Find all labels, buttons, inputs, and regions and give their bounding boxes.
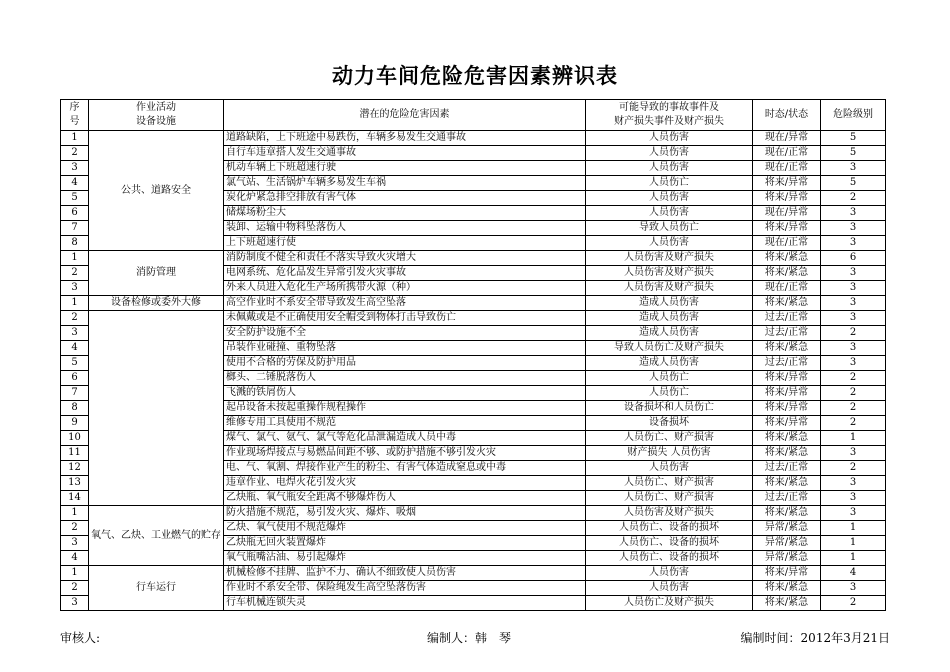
date-label: 编制时间：2012年3月21日 (740, 631, 890, 645)
row-seq: 8 (61, 401, 89, 416)
row-hazard: 维修专用工具使用不规范 (224, 416, 586, 431)
row-level: 1 (821, 521, 886, 536)
row-level: 3 (821, 491, 886, 506)
row-state: 现在/异常 (753, 206, 821, 221)
row-seq: 6 (61, 206, 89, 221)
row-level: 3 (821, 206, 886, 221)
row-consequence: 导致人员伤亡 (586, 221, 753, 236)
row-level: 2 (821, 326, 886, 341)
row-state: 过去/正常 (753, 311, 821, 326)
row-state: 异常/紧急 (753, 536, 821, 551)
hazard-table (60, 99, 886, 611)
header-state: 时态/状态 (753, 100, 821, 131)
row-seq: 4 (61, 341, 89, 356)
row-state: 异常/紧急 (753, 521, 821, 536)
row-consequence: 人员伤害及财产损失 (586, 251, 753, 266)
row-seq: 3 (61, 281, 89, 296)
row-consequence: 人员伤害 (586, 566, 753, 581)
row-seq: 10 (61, 431, 89, 446)
row-hazard: 储煤场粉尘大 (224, 206, 586, 221)
row-level: 3 (821, 476, 886, 491)
row-state: 现在/异常 (753, 131, 821, 146)
row-state: 现在/正常 (753, 161, 821, 176)
row-state: 将来/异常 (753, 191, 821, 206)
row-hazard: 机动车辆上下班超速行驶 (224, 161, 586, 176)
header-level: 危险级别 (821, 100, 886, 131)
row-hazard: 未佩戴或是不正确使用安全帽受到物体打击导致伤亡 (224, 311, 586, 326)
table-row (61, 566, 886, 581)
row-level: 3 (821, 266, 886, 281)
activity-group (89, 311, 224, 506)
row-state: 过去/正常 (753, 326, 821, 341)
table-row (61, 506, 886, 521)
row-seq: 5 (61, 191, 89, 206)
row-consequence: 造成人员伤害 (586, 311, 753, 326)
row-seq: 1 (61, 296, 89, 311)
row-seq: 2 (61, 581, 89, 596)
row-hazard: 道路缺陷，上下班途中易跌伤，车辆多易发生交通事故 (224, 131, 586, 146)
row-hazard: 榔头、二锤脱落伤人 (224, 371, 586, 386)
row-consequence: 人员伤害 (586, 161, 753, 176)
row-seq: 1 (61, 506, 89, 521)
row-level: 3 (821, 446, 886, 461)
row-state: 将来/紧急 (753, 446, 821, 461)
row-state: 将来/紧急 (753, 341, 821, 356)
row-state: 将来/异常 (753, 386, 821, 401)
row-seq: 2 (61, 311, 89, 326)
row-seq: 7 (61, 386, 89, 401)
activity-group: 设备检修或委外大修 (89, 296, 224, 311)
row-hazard: 氧气瓶嘴沾油、易引起爆炸 (224, 551, 586, 566)
activity-group: 公共、道路安全 (89, 131, 224, 251)
row-hazard: 作业时不系安全带、保险绳发生高空坠落伤害 (224, 581, 586, 596)
row-consequence: 人员伤亡 (586, 386, 753, 401)
row-state: 将来/异常 (753, 371, 821, 386)
row-hazard: 外来人员进入危化生产场所携带火源（种） (224, 281, 586, 296)
row-hazard: 乙炔瓶、氧气瓶安全距离不够爆炸伤人 (224, 491, 586, 506)
row-consequence: 人员伤害 (586, 206, 753, 221)
row-level: 3 (821, 236, 886, 251)
row-seq: 13 (61, 476, 89, 491)
row-level: 3 (821, 356, 886, 371)
row-consequence: 财产损失 人员伤害 (586, 446, 753, 461)
row-consequence: 造成人员伤害 (586, 356, 753, 371)
table-row (61, 251, 886, 266)
table-row (61, 311, 886, 326)
row-state: 将来/异常 (753, 221, 821, 236)
header-consequence: 可能导致的事故事件及 财产损失事件及财产损失 (586, 100, 753, 131)
row-level: 1 (821, 536, 886, 551)
row-hazard: 高空作业时不系安全带导致发生高空坠落 (224, 296, 586, 311)
row-consequence: 人员伤亡 (586, 371, 753, 386)
row-state: 将来/异常 (753, 416, 821, 431)
row-consequence: 人员伤害及财产损失 (586, 506, 753, 521)
row-state: 现在/正常 (753, 281, 821, 296)
row-hazard: 上下班超速行使 (224, 236, 586, 251)
row-seq: 3 (61, 326, 89, 341)
row-seq: 1 (61, 566, 89, 581)
row-consequence: 人员伤亡、设备的损坏 (586, 551, 753, 566)
row-consequence: 人员伤亡、设备的损坏 (586, 521, 753, 536)
row-hazard: 机械检修不挂牌、监护不力、确认不细致使人员伤害 (224, 566, 586, 581)
row-seq: 14 (61, 491, 89, 506)
row-consequence: 人员伤亡、财产损害 (586, 476, 753, 491)
row-state: 将来/紧急 (753, 266, 821, 281)
row-consequence: 人员伤亡、设备的损坏 (586, 536, 753, 551)
row-level: 4 (821, 566, 886, 581)
preparer-label: 编制人：韩 琴 (427, 631, 512, 645)
row-consequence: 人员伤害 (586, 581, 753, 596)
row-hazard: 吊装作业碰撞、重物坠落 (224, 341, 586, 356)
row-level: 2 (821, 596, 886, 611)
row-hazard: 电、气、氧割、焊接作业产生的粉尘、有害气体造成窒息或中毒 (224, 461, 586, 476)
row-level: 2 (821, 386, 886, 401)
row-level: 5 (821, 176, 886, 191)
row-hazard: 装卸、运输中物料坠落伤人 (224, 221, 586, 236)
row-hazard: 安全防护设施不全 (224, 326, 586, 341)
row-hazard: 乙炔、氧气使用不规范爆炸 (224, 521, 586, 536)
row-level: 3 (821, 311, 886, 326)
row-consequence: 人员伤亡 (586, 176, 753, 191)
row-consequence: 造成人员伤害 (586, 296, 753, 311)
row-hazard: 氯气站、生活锅炉车辆多易发生车祸 (224, 176, 586, 191)
row-level: 3 (821, 281, 886, 296)
row-consequence: 人员伤亡、财产损害 (586, 431, 753, 446)
row-hazard: 煤气、氯气、氨气、氯气等危化品泄漏造成人员中毒 (224, 431, 586, 446)
row-level: 5 (821, 131, 886, 146)
row-consequence: 造成人员伤害 (586, 326, 753, 341)
row-level: 3 (821, 161, 886, 176)
footer (60, 629, 890, 645)
row-level: 2 (821, 401, 886, 416)
row-state: 将来/紧急 (753, 506, 821, 521)
row-level: 1 (821, 431, 886, 446)
row-state: 现在/正常 (753, 236, 821, 251)
row-level: 6 (821, 251, 886, 266)
row-level: 5 (821, 146, 886, 161)
row-seq: 1 (61, 251, 89, 266)
row-state: 将来/异常 (753, 176, 821, 191)
row-seq: 9 (61, 416, 89, 431)
row-consequence: 人员伤害及财产损失 (586, 281, 753, 296)
header-row (61, 100, 886, 131)
row-seq: 2 (61, 146, 89, 161)
row-consequence: 人员伤害 (586, 191, 753, 206)
row-seq: 12 (61, 461, 89, 476)
table-body (61, 131, 886, 611)
table-row (61, 131, 886, 146)
row-state: 将来/紧急 (753, 581, 821, 596)
row-hazard: 作业现场焊接点与易燃品间距不够、或防护措施不够引发火灾 (224, 446, 586, 461)
row-hazard: 炭化炉紧急排空排放有害气体 (224, 191, 586, 206)
row-hazard: 起吊设备未按起重操作规程操作 (224, 401, 586, 416)
row-consequence: 人员伤害 (586, 131, 753, 146)
row-state: 过去/正常 (753, 491, 821, 506)
row-hazard: 行车机械连锁失灵 (224, 596, 586, 611)
row-state: 过去/正常 (753, 461, 821, 476)
row-level: 1 (821, 551, 886, 566)
row-seq: 1 (61, 131, 89, 146)
row-state: 过去/正常 (753, 356, 821, 371)
row-hazard: 违章作业、电焊火花引发火灾 (224, 476, 586, 491)
row-hazard: 乙炔瓶无回火装置爆炸 (224, 536, 586, 551)
table-row (61, 296, 886, 311)
row-state: 将来/紧急 (753, 596, 821, 611)
header-hazard: 潜在的危险危害因素 (224, 100, 586, 131)
row-level: 3 (821, 506, 886, 521)
row-state: 将来/紧急 (753, 476, 821, 491)
row-state: 将来/紧急 (753, 296, 821, 311)
row-level: 2 (821, 416, 886, 431)
row-seq: 5 (61, 356, 89, 371)
row-seq: 11 (61, 446, 89, 461)
row-level: 2 (821, 191, 886, 206)
row-seq: 4 (61, 176, 89, 191)
row-hazard: 使用不合格的劳保及防护用品 (224, 356, 586, 371)
activity-group: 氧气、乙炔、工业燃气的贮存 (89, 506, 224, 566)
row-seq: 2 (61, 521, 89, 536)
row-consequence: 人员伤害 (586, 236, 753, 251)
row-consequence: 人员伤害及财产损失 (586, 266, 753, 281)
row-level: 3 (821, 581, 886, 596)
row-seq: 3 (61, 161, 89, 176)
row-state: 异常/紧急 (753, 551, 821, 566)
row-seq: 7 (61, 221, 89, 236)
row-consequence: 人员伤亡、财产损害 (586, 491, 753, 506)
row-hazard: 自行车违章搭人发生交通事故 (224, 146, 586, 161)
row-seq: 2 (61, 266, 89, 281)
row-consequence: 设备损坏和人员伤亡 (586, 401, 753, 416)
row-hazard: 防火措施不规范，易引发火灾、爆炸、吸烟 (224, 506, 586, 521)
page-title: 动力车间危险危害因素辨识表 (332, 64, 618, 88)
row-state: 将来/异常 (753, 401, 821, 416)
header-activity: 作业活动 设备设施 (89, 100, 224, 131)
activity-group: 行车运行 (89, 566, 224, 611)
row-state: 将来/紧急 (753, 251, 821, 266)
row-state: 将来/紧急 (753, 431, 821, 446)
row-consequence: 人员伤害 (586, 461, 753, 476)
row-state: 现在/正常 (753, 146, 821, 161)
row-level: 3 (821, 341, 886, 356)
row-consequence: 人员伤害 (586, 146, 753, 161)
row-hazard: 飞溅的铁屑伤人 (224, 386, 586, 401)
row-level: 2 (821, 461, 886, 476)
row-consequence: 设备损坏 (586, 416, 753, 431)
row-level: 3 (821, 296, 886, 311)
row-consequence: 人员伤亡及财产损失 (586, 596, 753, 611)
header-seq: 序 号 (61, 100, 89, 131)
row-seq: 3 (61, 536, 89, 551)
reviewer-label: 审核人: (60, 631, 101, 645)
row-seq: 8 (61, 236, 89, 251)
row-level: 2 (821, 371, 886, 386)
row-state: 将来/异常 (753, 566, 821, 581)
activity-group: 消防管理 (89, 251, 224, 296)
row-hazard: 消防制度不健全和责任不落实导致火灾增大 (224, 251, 586, 266)
row-seq: 3 (61, 596, 89, 611)
row-consequence: 导致人员伤亡及财产损失 (586, 341, 753, 356)
row-seq: 6 (61, 371, 89, 386)
row-level: 3 (821, 221, 886, 236)
row-seq: 4 (61, 551, 89, 566)
row-hazard: 电网系统、危化品发生异常引发火灾事故 (224, 266, 586, 281)
